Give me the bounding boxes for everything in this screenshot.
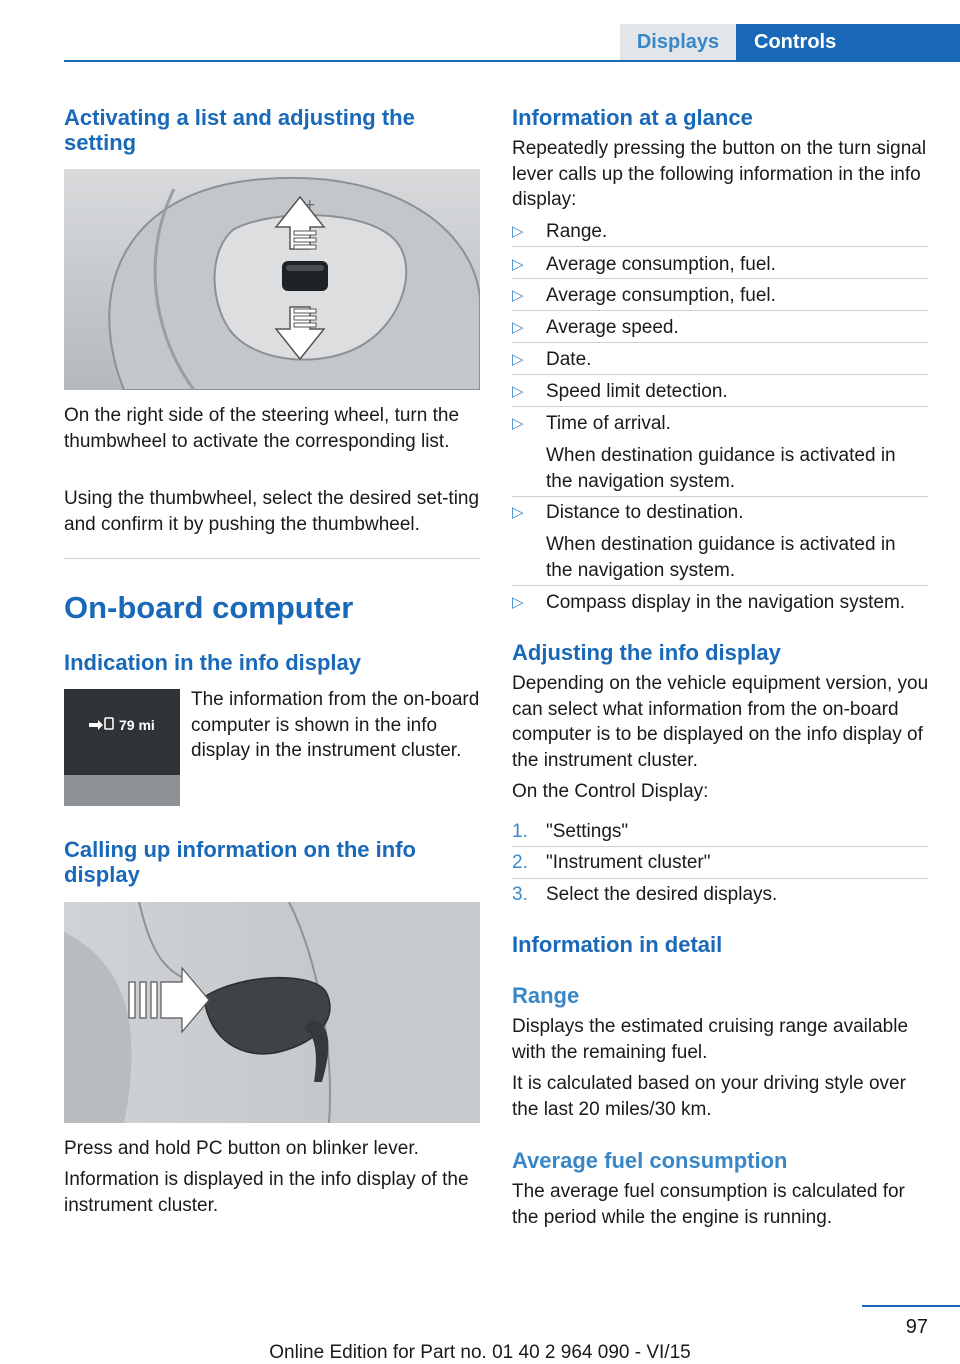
section-title-indication: Indication in the info display: [64, 650, 362, 675]
blinker-lever-figure: [64, 902, 480, 1123]
paragraph-thumbwheel-select: Using the thumbwheel, select the desired set-ting and confirm it by pushing the thumbwheel.: [64, 488, 480, 535]
paragraph-range-2: It is calculated based on your driving style over the last 20 miles/30 km.: [512, 1073, 906, 1120]
paragraph-info-display: The information from the on-board computer is shown in the info display in the instrument cluster.: [191, 689, 480, 761]
section-title-info-detail: Information in detail: [512, 932, 723, 957]
svg-text:+: +: [304, 197, 316, 213]
list-divider: [512, 374, 928, 375]
bullet-triangle-icon: ▷: [512, 319, 524, 336]
list-divider: [512, 406, 928, 407]
bullet-triangle-icon: ▷: [512, 383, 524, 400]
paragraph-avg-fuel: The average fuel consumption is calculated for the period while the engine is running.: [512, 1181, 905, 1228]
footer-rule: [862, 1305, 960, 1307]
section-title-activating-list: Activating a list and adjusting the setting: [64, 105, 415, 155]
list-divider: [512, 846, 928, 847]
paragraph-adjusting: Depending on the vehicle equipment version, you can select what information from the on-board computer is to be displayed on the info display of the instrument cluster.: [512, 673, 929, 771]
list-divider: [512, 342, 928, 343]
list-divider: [512, 496, 928, 497]
paragraph-thumbwheel-activate: On the right side of the steering wheel, turn the thumbwheel to activate the corresponding list.: [64, 405, 460, 452]
footer-edition: Online Edition for Part no. 01 40 2 964 090 - VI/15: [269, 1342, 691, 1363]
paragraph-glance-intro: Repeatedly pressing the button on the turn signal lever calls up the following information in the info display:: [512, 138, 927, 210]
paragraph-range-1: Displays the estimated cruising range available with the remaining fuel.: [512, 1016, 909, 1063]
list-divider: [512, 278, 928, 279]
header-tab-controls: Controls: [736, 24, 960, 61]
subsection-title-avg-fuel: Average fuel consumption: [512, 1148, 788, 1173]
header-tab-displays: Displays: [620, 24, 736, 61]
section-title-calling-up: Calling up information on the info display: [64, 837, 416, 887]
subsection-title-range: Range: [512, 983, 580, 1008]
bullet-triangle-icon: ▷: [512, 594, 524, 611]
bullet-triangle-icon: ▷: [512, 504, 524, 521]
paragraph-info-displayed: Information is displayed in the info display of the instrument cluster.: [64, 1169, 469, 1216]
chapter-separator: [64, 558, 480, 559]
list-divider: [512, 585, 928, 586]
chapter-title: On-board computer: [64, 590, 354, 625]
list-item-note: When destination guidance is activated in the navigation system.: [546, 445, 896, 492]
bullet-triangle-icon: ▷: [512, 415, 524, 432]
list-divider: [512, 878, 928, 879]
list-divider: [512, 310, 928, 311]
list-divider: [512, 246, 928, 247]
bullet-triangle-icon: ▷: [512, 223, 524, 240]
section-title-adjusting: Adjusting the info display: [512, 640, 781, 665]
paragraph-control-display: On the Control Display:: [512, 781, 709, 802]
bullet-triangle-icon: ▷: [512, 287, 524, 304]
info-display-figure: [64, 689, 180, 806]
header-rule: [64, 60, 960, 62]
section-title-info-at-glance: Information at a glance: [512, 105, 753, 130]
page-number: 97: [905, 1316, 928, 1338]
paragraph-press-pc-button: Press and hold PC button on blinker lever.: [64, 1138, 419, 1159]
info-display-value: 79 mi: [119, 717, 155, 733]
bullet-triangle-icon: ▷: [512, 256, 524, 273]
bullet-triangle-icon: ▷: [512, 351, 524, 368]
steering-wheel-thumbwheel-figure: [64, 169, 480, 390]
list-item-note: When destination guidance is activated in the navigation system.: [546, 534, 896, 581]
